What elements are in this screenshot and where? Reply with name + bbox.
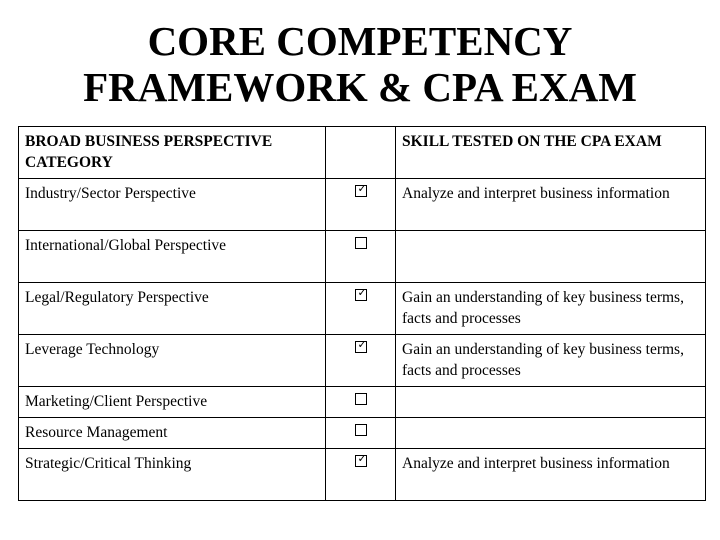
- table-row: [19, 387, 706, 418]
- table-header-row: [19, 127, 706, 179]
- category-cell: Resource Management: [19, 418, 326, 449]
- empty-box-icon: [355, 424, 367, 436]
- skill-cell: [396, 231, 706, 283]
- category-cell: Industry/Sector Perspective: [19, 179, 326, 231]
- header-skill: SKILL TESTED ON THE CPA EXAM: [396, 127, 706, 179]
- checked-box-icon: ✓: [355, 185, 367, 197]
- skill-cell: [396, 418, 706, 449]
- check-cell: [326, 418, 396, 449]
- category-cell: Strategic/Critical Thinking: [19, 449, 326, 501]
- header-category: BROAD BUSINESS PERSPECTIVE CATEGORY: [19, 127, 326, 179]
- table-row: [19, 179, 706, 231]
- check-cell: [326, 335, 396, 387]
- empty-box-icon: [355, 393, 367, 405]
- checked-box-icon: ✓: [355, 289, 367, 301]
- skill-cell: [396, 387, 706, 418]
- check-cell: [326, 387, 396, 418]
- check-cell: [326, 449, 396, 501]
- category-cell: International/Global Perspective: [19, 231, 326, 283]
- category-cell: Leverage Technology: [19, 335, 326, 387]
- checked-box-icon: ✓: [355, 341, 367, 353]
- table-row: [19, 418, 706, 449]
- competency-table: [18, 126, 706, 501]
- table-row: [19, 283, 706, 335]
- skill-cell: Gain an understanding of key business terms, facts and processes: [396, 283, 706, 335]
- skill-cell: Analyze and interpret business information: [396, 449, 706, 501]
- table-row: [19, 231, 706, 283]
- check-cell: [326, 283, 396, 335]
- title-line-1: CORE COMPETENCY: [147, 18, 573, 64]
- category-cell: Marketing/Client Perspective: [19, 387, 326, 418]
- check-cell: [326, 179, 396, 231]
- check-cell: [326, 231, 396, 283]
- slide-title: [0, 18, 720, 110]
- header-check: [326, 127, 396, 179]
- skill-cell: Gain an understanding of key business terms, facts and processes: [396, 335, 706, 387]
- checked-box-icon: ✓: [355, 455, 367, 467]
- skill-cell: Analyze and interpret business information: [396, 179, 706, 231]
- empty-box-icon: [355, 237, 367, 249]
- title-line-2: FRAMEWORK & CPA EXAM: [83, 64, 637, 110]
- table-row: [19, 449, 706, 501]
- category-cell: Legal/Regulatory Perspective: [19, 283, 326, 335]
- table-row: [19, 335, 706, 387]
